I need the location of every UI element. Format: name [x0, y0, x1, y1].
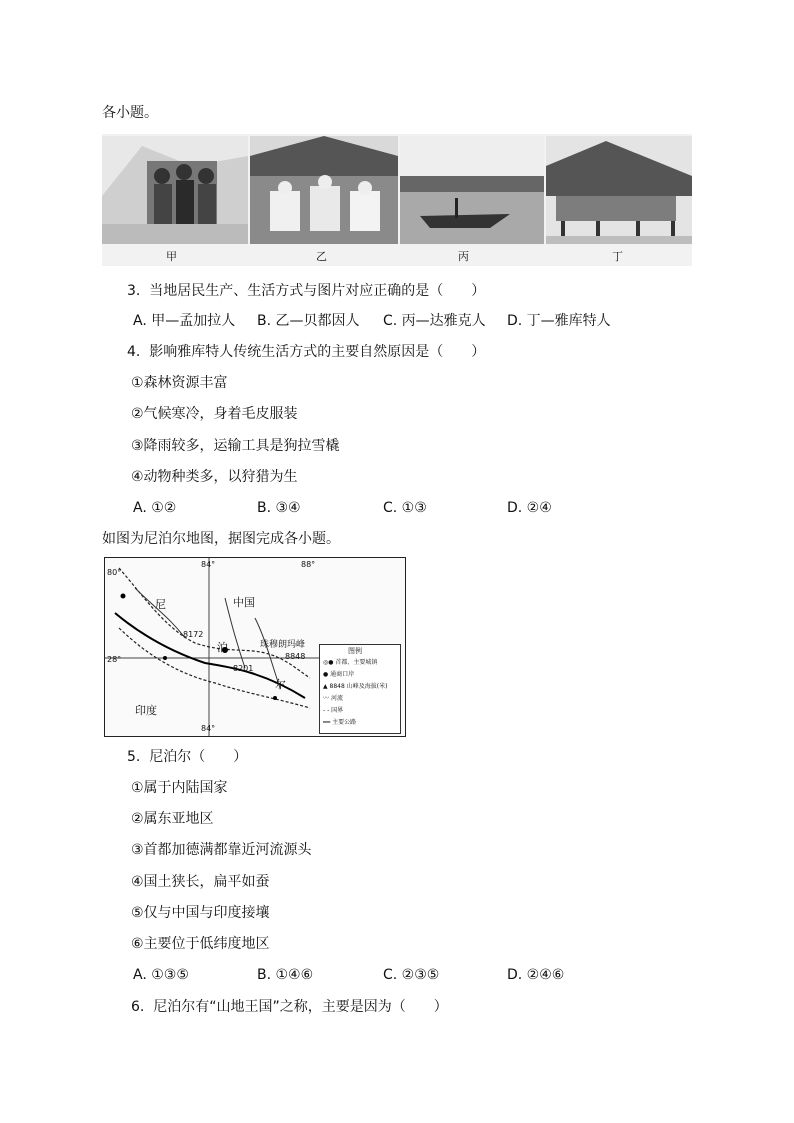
q4-option-c[interactable]: C. ①③ — [383, 500, 427, 516]
q6-stem: 6. 尼泊尔有“山地王国”之称，主要是因为（ ） — [131, 999, 448, 1015]
legend-item-capital — [323, 659, 377, 667]
q4-option-d[interactable]: D. ②④ — [507, 500, 552, 516]
caption-yi: 乙 — [316, 250, 327, 263]
map-legend — [319, 644, 401, 734]
peak-value-8848: 8848 — [285, 652, 306, 661]
q5-item-5: ⑤仅与中国与印度接壤 — [131, 905, 270, 921]
q5-stem: 5. 尼泊尔（ ） — [127, 749, 248, 765]
region-er: 尔 — [275, 678, 286, 691]
q4-item-1: ①森林资源丰富 — [131, 375, 228, 391]
legend-item-capital-label: 首都、主要城镇 — [335, 659, 378, 666]
caption-jia: 甲 — [166, 250, 177, 263]
region-india: 印度 — [135, 704, 157, 717]
q5-item-1: ①属于内陆国家 — [131, 780, 228, 796]
region-bo: 泊 — [217, 641, 228, 654]
legend-item-port-label: 通商口岸 — [330, 671, 355, 678]
q5-item-4: ④国土狭长，扁平如蚕 — [131, 874, 270, 890]
q5-item-3: ③首都加德满都靠近河流源头 — [131, 842, 312, 858]
legend-item-river-label: 河流 — [330, 695, 343, 702]
capital-city-icon: ◎● — [323, 659, 334, 666]
lat-label-28: 28° — [107, 655, 122, 664]
region-china: 中国 — [233, 596, 255, 609]
legend-title: 图例 — [348, 647, 362, 655]
legend-item-peak-label: 8848 山峰及海拔(米) — [329, 683, 388, 690]
q5-option-b[interactable]: B. ①④⑥ — [257, 967, 314, 983]
region-ni: 尼 — [155, 598, 166, 611]
q4-item-4: ④动物种类多，以狩猎为生 — [131, 469, 298, 485]
road-icon: ━━ — [323, 719, 331, 726]
intro-text: 各小题。 — [102, 105, 158, 121]
legend-item-border-label: 国界 — [331, 707, 344, 714]
photo-jia — [102, 136, 248, 244]
q5-option-c[interactable]: C. ②③⑤ — [383, 967, 440, 983]
q3-stem: 3. 当地居民生产、生活方式与图片对应正确的是（ ） — [127, 283, 486, 299]
q4-option-b[interactable]: B. ③④ — [257, 500, 301, 516]
photo-strip — [102, 134, 692, 266]
lon-label-84-bottom: 84° — [201, 724, 216, 733]
photo-yi-image — [250, 136, 398, 244]
q5-item-2: ②属东亚地区 — [131, 811, 214, 827]
photo-bing-image — [400, 136, 544, 244]
q5-item-6: ⑥主要位于低纬度地区 — [131, 936, 270, 952]
peak-icon: ▲ — [323, 683, 328, 690]
peak-value-8201: 8201 — [233, 664, 254, 673]
photo-yi — [250, 136, 398, 244]
q5-option-d[interactable]: D. ②④⑥ — [507, 967, 565, 983]
q4-item-3: ③降雨较多，运输工具是狗拉雪橇 — [131, 438, 340, 454]
q5-option-a[interactable]: A. ①③⑤ — [133, 967, 189, 983]
caption-ding: 丁 — [612, 250, 623, 263]
legend-item-river — [323, 695, 343, 703]
q3-option-d[interactable]: D. 丁—雅库特人 — [507, 313, 611, 329]
peak-value-8172: 8172 — [183, 630, 204, 639]
legend-item-road — [323, 719, 356, 727]
lon-label-88: 88° — [301, 560, 316, 569]
peak-everest-label: 珠穆朗玛峰 — [260, 640, 306, 650]
caption-bing: 丙 — [458, 250, 469, 263]
nepal-map — [104, 557, 406, 737]
q3-option-a[interactable]: A. 甲—孟加拉人 — [133, 313, 236, 329]
q4-stem: 4. 影响雅库特人传统生活方式的主要自然原因是（ ） — [127, 344, 486, 360]
river-icon: 〰 — [323, 695, 330, 702]
legend-item-road-label: 主要公路 — [332, 719, 357, 726]
photo-jia-image — [102, 136, 248, 244]
port-icon: ● — [323, 671, 329, 678]
map-intro: 如图为尼泊尔地图，据图完成各小题。 — [102, 531, 340, 547]
legend-item-port — [323, 671, 354, 679]
q4-option-a[interactable]: A. ①② — [133, 500, 177, 516]
border-icon: - - — [323, 707, 330, 714]
lon-label-80: 80° — [107, 568, 122, 577]
photo-ding — [546, 136, 692, 244]
q4-item-2: ②气候寒冷，身着毛皮服装 — [131, 406, 298, 422]
q3-option-b[interactable]: B. 乙—贝都因人 — [257, 313, 360, 329]
legend-item-peak — [323, 683, 387, 691]
photo-bing — [400, 136, 544, 244]
q3-option-c[interactable]: C. 丙—达雅克人 — [383, 313, 486, 329]
legend-item-border — [323, 707, 343, 715]
lon-label-84: 84° — [201, 560, 216, 569]
photo-ding-image — [546, 136, 692, 244]
